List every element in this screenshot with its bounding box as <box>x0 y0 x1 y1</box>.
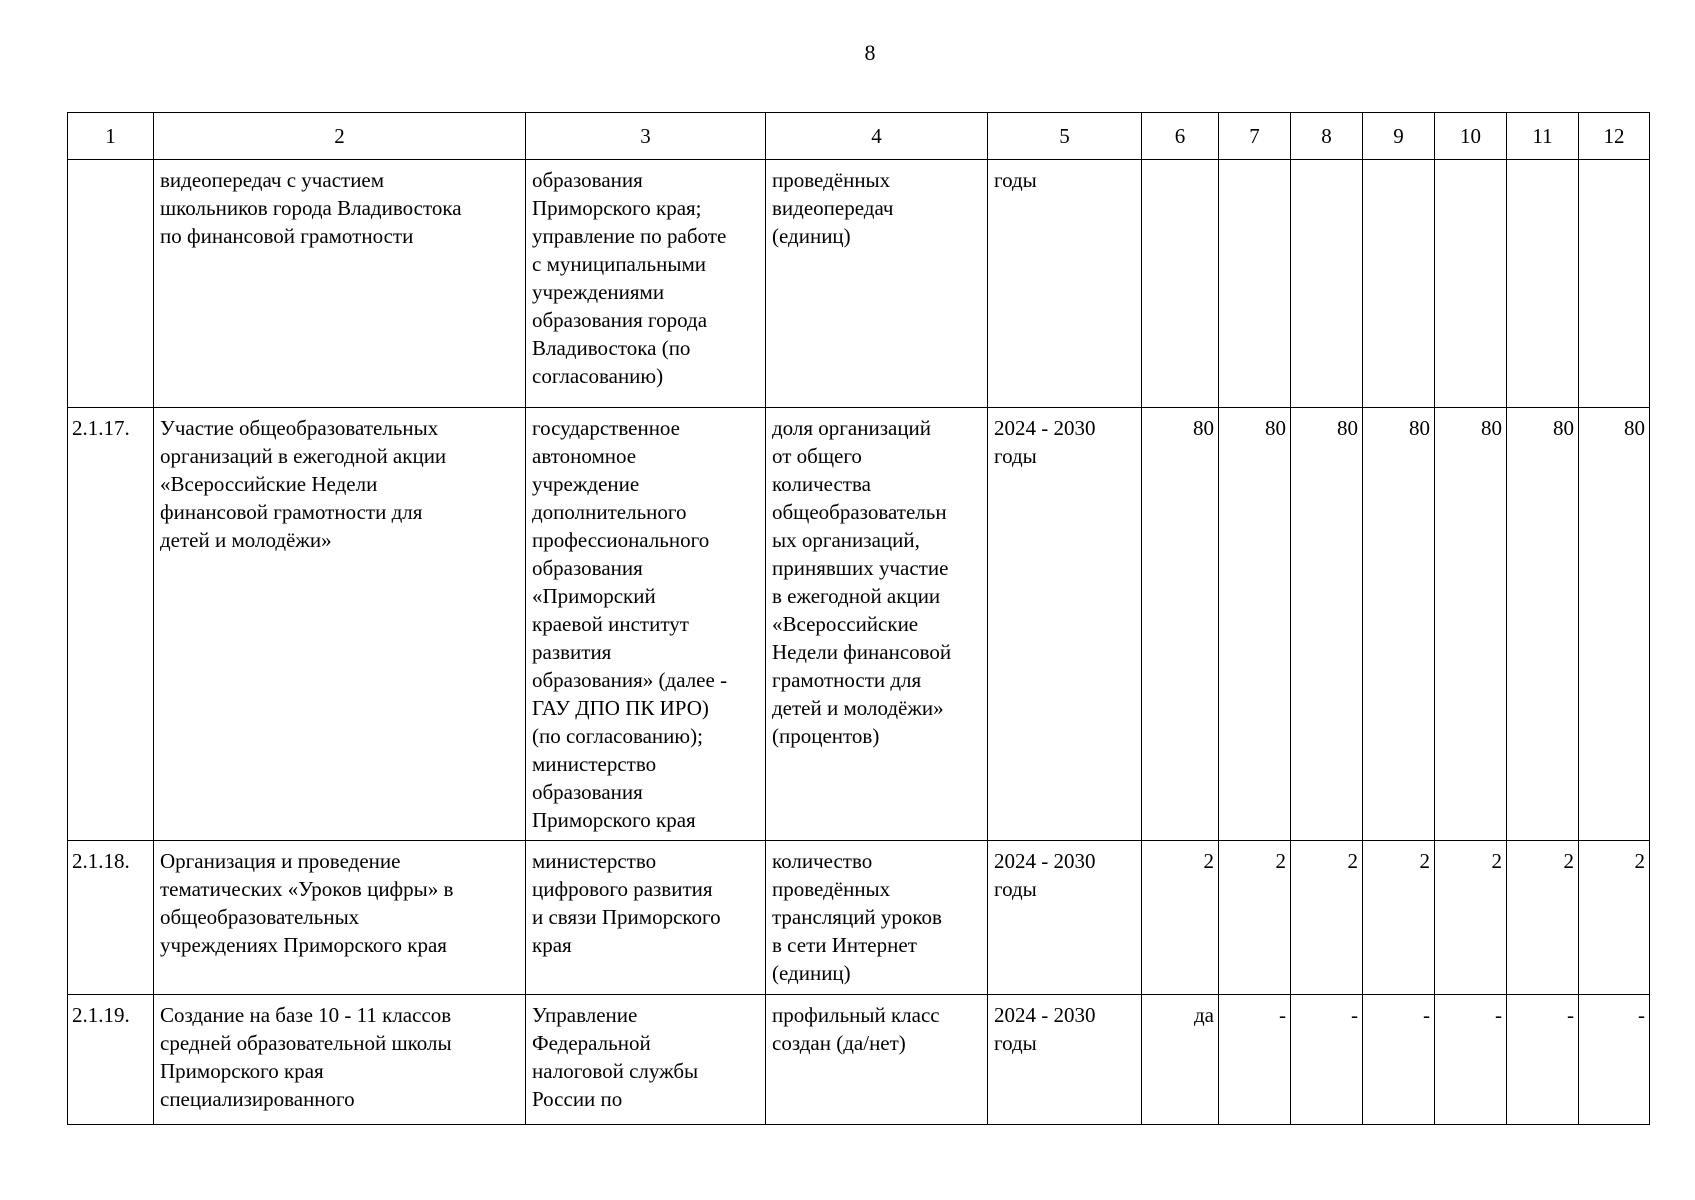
period <box>988 408 1142 841</box>
responsible-executor-line: учреждение <box>532 472 640 496</box>
responsible-executor-line: учреждениями <box>532 280 665 304</box>
value-cell-col-10: - <box>1435 995 1507 1125</box>
responsible-executor-line: образования <box>532 556 643 580</box>
table-row <box>68 160 1650 408</box>
responsible-executor-line: «Приморский <box>532 584 656 608</box>
event-name-line: по финансовой грамотности <box>160 224 414 248</box>
table-row <box>68 841 1650 995</box>
indicator-line: общеобразовательн <box>772 500 947 524</box>
indicator-line: количество <box>772 849 873 873</box>
responsible-executor <box>526 841 766 995</box>
responsible-executor-line: автономное <box>532 444 637 468</box>
value-cell-col-10: 2 <box>1435 841 1507 995</box>
event-name-line: общеобразовательных <box>160 905 360 929</box>
event-name <box>154 408 526 841</box>
event-name-line: видеопередач с участием <box>160 168 385 192</box>
responsible-executor <box>526 160 766 408</box>
event-name-line: детей и молодёжи» <box>160 528 332 552</box>
indicator-line: проведённых <box>772 877 891 901</box>
column-header-9: 9 <box>1363 113 1435 160</box>
indicator-line: количества <box>772 472 871 496</box>
column-header-1: 1 <box>68 113 154 160</box>
row-index: 2.1.18. <box>68 841 154 995</box>
row-index: 2.1.19. <box>68 995 154 1125</box>
responsible-executor-line: цифрового развития <box>532 877 713 901</box>
column-header-3: 3 <box>526 113 766 160</box>
indicator-line: детей и молодёжи» <box>772 696 944 720</box>
responsible-executor-line: образования <box>532 168 643 192</box>
value-cell-col-9: 80 <box>1363 408 1435 841</box>
responsible-executor-line: Приморского края <box>532 808 696 832</box>
responsible-executor-line: Управление <box>532 1003 638 1027</box>
column-header-12: 12 <box>1579 113 1650 160</box>
header-row <box>68 113 1650 160</box>
value-cell-col-9: 2 <box>1363 841 1435 995</box>
responsible-executor-line: профессионального <box>532 528 710 552</box>
event-name-line: финансовой грамотности для <box>160 500 423 524</box>
value-cell-col-11: 2 <box>1507 841 1579 995</box>
value-cell-col-8: 2 <box>1291 841 1363 995</box>
responsible-executor-line: Владивостока (по <box>532 336 691 360</box>
table-row <box>68 408 1650 841</box>
value-cell-col-12: 80 <box>1579 408 1650 841</box>
event-name-line: учреждениях Приморского края <box>160 933 447 957</box>
value-cell-col-7: - <box>1219 995 1291 1125</box>
indicator-line: в ежегодной акции <box>772 584 941 608</box>
period-line: годы <box>994 1031 1037 1055</box>
event-name-line: Приморского края <box>160 1059 324 1083</box>
indicator-line: грамотности для <box>772 668 922 692</box>
responsible-executor-line: края <box>532 933 572 957</box>
responsible-executor-line: развития <box>532 640 612 664</box>
event-name-line: тематических «Уроков цифры» в <box>160 877 454 901</box>
responsible-executor-line: налоговой службы <box>532 1059 699 1083</box>
indicator-line: от общего <box>772 444 862 468</box>
period-line: годы <box>994 168 1037 192</box>
responsible-executor-line: и связи Приморского <box>532 905 721 929</box>
column-header-4: 4 <box>766 113 988 160</box>
indicator <box>766 995 988 1125</box>
value-cell-col-9: - <box>1363 995 1435 1125</box>
indicator-line: (единиц) <box>772 961 851 985</box>
indicator-line: ых организаций, <box>772 528 920 552</box>
responsible-executor-line: управление по работе <box>532 224 727 248</box>
indicator-line: профильный класс <box>772 1003 940 1027</box>
responsible-executor-line: (по согласованию); <box>532 724 703 748</box>
indicator <box>766 841 988 995</box>
value-cell-col-6: 80 <box>1142 408 1219 841</box>
event-name <box>154 160 526 408</box>
column-header-11: 11 <box>1507 113 1579 160</box>
value-cell-col-11: 80 <box>1507 408 1579 841</box>
period-line: годы <box>994 444 1037 468</box>
column-header-8: 8 <box>1291 113 1363 160</box>
column-header-5: 5 <box>988 113 1142 160</box>
value-cell-col-6: 2 <box>1142 841 1219 995</box>
responsible-executor-line: образования» (далее - <box>532 668 728 692</box>
indicator-line: доля организаций <box>772 416 932 440</box>
indicator-line: принявших участие <box>772 556 949 580</box>
period <box>988 995 1142 1125</box>
event-name <box>154 841 526 995</box>
value-cell-col-10 <box>1435 160 1507 408</box>
value-cell-col-7 <box>1219 160 1291 408</box>
value-cell-col-7: 2 <box>1219 841 1291 995</box>
value-cell-col-12: 2 <box>1579 841 1650 995</box>
column-header-2: 2 <box>154 113 526 160</box>
row-index <box>68 160 154 408</box>
event-name-line: школьников города Владивостока <box>160 196 462 220</box>
period-line: 2024 - 2030 <box>994 1003 1096 1027</box>
value-cell-col-9 <box>1363 160 1435 408</box>
responsible-executor-line: ГАУ ДПО ПК ИРО) <box>532 696 709 720</box>
indicator-line: «Всероссийские <box>772 612 919 636</box>
responsible-executor-line: согласованию) <box>532 364 664 388</box>
period-line: 2024 - 2030 <box>994 849 1096 873</box>
responsible-executor-line: образования города <box>532 308 708 332</box>
period <box>988 160 1142 408</box>
indicator-line: в сети Интернет <box>772 933 917 957</box>
table-row <box>68 995 1650 1125</box>
event-name-line: специализированного <box>160 1087 355 1111</box>
value-cell-col-10: 80 <box>1435 408 1507 841</box>
event-name-line: «Всероссийские Недели <box>160 472 378 496</box>
responsible-executor-line: образования <box>532 780 643 804</box>
value-cell-col-8: - <box>1291 995 1363 1125</box>
event-name-line: средней образовательной школы <box>160 1031 452 1055</box>
value-cell-col-11 <box>1507 160 1579 408</box>
page-number: 8 <box>864 40 876 65</box>
responsible-executor-line: Приморского края; <box>532 196 702 220</box>
value-cell-col-7: 80 <box>1219 408 1291 841</box>
indicator-line: трансляций уроков <box>772 905 942 929</box>
period-line: 2024 - 2030 <box>994 416 1096 440</box>
event-name-line: Создание на базе 10 - 11 классов <box>160 1003 452 1027</box>
value-cell-col-6 <box>1142 160 1219 408</box>
column-header-6: 6 <box>1142 113 1219 160</box>
indicator-line: создан (да/нет) <box>772 1031 906 1055</box>
period-line: годы <box>994 877 1037 901</box>
indicator-line: видеопередач <box>772 196 894 220</box>
column-header-10: 10 <box>1435 113 1507 160</box>
responsible-executor-line: краевой институт <box>532 612 689 636</box>
responsible-executor-line: государственное <box>532 416 681 440</box>
indicator-line: Недели финансовой <box>772 640 952 664</box>
event-name <box>154 995 526 1125</box>
value-cell-col-12 <box>1579 160 1650 408</box>
responsible-executor <box>526 995 766 1125</box>
value-cell-col-11: - <box>1507 995 1579 1125</box>
indicator-line: (процентов) <box>772 724 880 748</box>
indicator-line: (единиц) <box>772 224 851 248</box>
value-cell-col-8 <box>1291 160 1363 408</box>
event-name-line: организаций в ежегодной акции <box>160 444 447 468</box>
responsible-executor <box>526 408 766 841</box>
responsible-executor-line: министерство <box>532 849 657 873</box>
indicator-line: проведённых <box>772 168 891 192</box>
value-cell-col-12: - <box>1579 995 1650 1125</box>
period <box>988 841 1142 995</box>
indicator <box>766 408 988 841</box>
responsible-executor-line: России по <box>532 1087 623 1111</box>
event-name-line: Участие общеобразовательных <box>160 416 439 440</box>
responsible-executor-line: с муниципальными <box>532 252 706 276</box>
column-header-7: 7 <box>1219 113 1291 160</box>
value-cell-col-8: 80 <box>1291 408 1363 841</box>
indicator <box>766 160 988 408</box>
responsible-executor-line: дополнительного <box>532 500 687 524</box>
event-name-line: Организация и проведение <box>160 849 401 873</box>
value-cell-col-6: да <box>1142 995 1219 1125</box>
responsible-executor-line: министерство <box>532 752 657 776</box>
row-index: 2.1.17. <box>68 408 154 841</box>
responsible-executor-line: Федеральной <box>532 1031 651 1055</box>
main-table <box>67 112 1650 1125</box>
